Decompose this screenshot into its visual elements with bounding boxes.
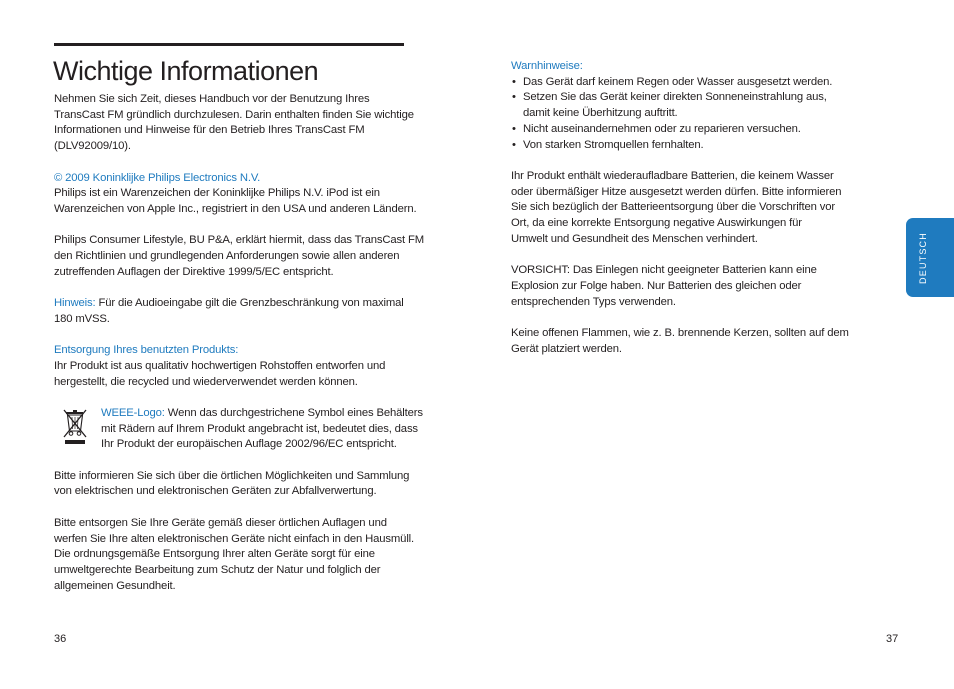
hinweis-line: 180 mVSS. — [54, 312, 110, 325]
copyright-heading: © 2009 Koninklijke Philips Electronics N.V. — [54, 171, 261, 184]
bullet-icon: • — [512, 122, 516, 135]
language-tab — [906, 218, 954, 297]
warnings-heading: Warnhinweise: — [511, 60, 583, 72]
disposal-heading: Entsorgung Ihres benutzten Produkts: — [54, 344, 239, 357]
final-paragraph — [54, 516, 446, 595]
weee-label: WEEE-Logo: — [101, 406, 165, 419]
copyright-line: Warenzeichen von Apple Inc., registriert in den USA und anderen Ländern. — [54, 202, 417, 215]
warning-line: Das Gerät darf keinem Regen oder Wasser ausgesetzt werden. — [523, 75, 833, 88]
battery-line: Umwelt und Gesundheit des Menschen verhindert. — [511, 232, 758, 245]
page-number-right: 37 — [886, 633, 899, 645]
bullet-icon: • — [512, 91, 516, 104]
collection-line: von elektrischen und elektronischen Geräten zur Abfallverwertung. — [54, 485, 377, 498]
declaration-line: zutreffenden Auflagen der Direktive 1999/5/EC entspricht. — [54, 265, 334, 278]
weee-section — [54, 406, 446, 453]
flame-line: Keine offenen Flammen, wie z. B. brennende Kerzen, sollten auf dem — [511, 326, 849, 339]
bullet-icon: • — [512, 75, 516, 88]
weee-line: Ihr Produkt der europäischen Auflage 2002/96/EC entspricht. — [101, 438, 397, 451]
declaration-line: Philips Consumer Lifestyle, BU P&A, erklärt hiermit, dass das TransCast FM — [54, 234, 424, 247]
caution-line: Explosion zur Folge haben. Nur Batterien des gleichen oder — [511, 279, 802, 292]
intro-line: Nehmen Sie sich Zeit, dieses Handbuch vor der Benutzung Ihres — [54, 93, 370, 105]
collection-line: Bitte informieren Sie sich über die örtlichen Möglichkeiten und Sammlung — [54, 469, 410, 482]
left-column — [54, 92, 446, 610]
declaration-paragraph — [54, 233, 446, 280]
weee-line: mit Rädern auf Ihrem Produkt angebracht ist, bedeutet dies, dass — [101, 422, 418, 435]
weee-line — [101, 406, 446, 422]
disposal-line: hergestellt, die recycled und wiederverwendet werden können. — [54, 375, 358, 388]
caution-line: VORSICHT: Das Einlegen nicht geeigneter Batterien kann eine — [511, 264, 817, 277]
weee-text: Wenn das durchgestrichene Symbol eines Behälters — [164, 406, 423, 419]
list-item — [511, 75, 871, 91]
final-line: Bitte entsorgen Sie Ihre Geräte gemäß dieser örtlichen Auflagen und — [54, 516, 387, 529]
hinweis-text: Für die Audioeingabe gilt die Grenzbeschränkung von maximal — [95, 297, 404, 310]
final-line: Die ordnungsgemäße Entsorgung Ihrer alten Geräte sorgt für eine — [54, 548, 375, 561]
page-number-left: 36 — [54, 633, 67, 645]
list-item — [511, 138, 871, 154]
intro-line: (DLV92009/10). — [54, 140, 131, 153]
battery-line: Ort, da eine korrekte Entsorgung negative Auswirkungen für — [511, 217, 802, 230]
battery-line: Sie sich bezüglich der Batterieentsorgung über die Vorschriften vor — [511, 201, 836, 214]
intro-line: Informationen und Hinweise für den Betrieb Ihres TransCast FM — [54, 124, 365, 137]
page-title: Wichtige Informationen — [53, 56, 319, 86]
title-rule — [54, 43, 404, 46]
warning-line: Nicht auseinandernehmen oder zu reparieren versuchen. — [523, 122, 801, 135]
declaration-line: den Richtlinien und grundlegenden Anforderungen sowie allen anderen — [54, 250, 400, 262]
battery-paragraph — [511, 169, 871, 248]
hinweis-line — [54, 296, 446, 312]
intro-line: TransCast FM gründlich durchzulesen. Darin enthalten finden Sie wichtige — [54, 108, 414, 121]
hinweis-label: Hinweis: — [54, 297, 96, 310]
warning-line: Setzen Sie das Gerät keiner direkten Sonneneinstrahlung aus, — [523, 91, 827, 104]
list-item — [511, 90, 871, 121]
battery-line: oder übermäßiger Hitze ausgesetzt werden dürfen. Bitte informieren — [511, 185, 842, 198]
caution-paragraph — [511, 263, 871, 310]
warnings-list — [511, 75, 871, 154]
right-column — [511, 59, 871, 373]
disposal-line: Ihr Produkt ist aus qualitativ hochwertigen Rohstoffen entworfen und — [54, 359, 386, 372]
intro-paragraph — [54, 92, 446, 155]
hinweis-paragraph — [54, 296, 446, 327]
final-line: werfen Sie Ihre alten elektronischen Geräte nicht einfach in den Hausmüll. — [54, 532, 415, 545]
final-line: umweltgerechte Bearbeitung zum Schutz der Natur und folglich der — [54, 563, 381, 576]
copyright-line: Philips ist ein Warenzeichen der Koninklijke Philips N.V. iPod ist ein — [54, 187, 380, 200]
disposal-section — [54, 343, 446, 390]
language-tab-label: DEUTSCH — [918, 232, 928, 284]
caution-line: entsprechenden Typs verwenden. — [511, 295, 676, 308]
warning-line: damit keine Überhitzung auftritt. — [523, 107, 678, 120]
flame-line: Gerät platziert werden. — [511, 342, 622, 355]
flame-paragraph — [511, 326, 871, 357]
final-line: allgemeinen Gesundheit. — [54, 579, 176, 592]
warning-line: Von starken Stromquellen fernhalten. — [523, 138, 704, 151]
crossed-out-wheelie-bin-icon — [62, 408, 88, 446]
collection-paragraph — [54, 469, 446, 500]
battery-line: Ihr Produkt enthält wiederaufladbare Batterien, die keinem Wasser — [511, 169, 834, 182]
copyright-section — [54, 171, 446, 218]
list-item — [511, 122, 871, 138]
bullet-icon: • — [512, 138, 516, 151]
